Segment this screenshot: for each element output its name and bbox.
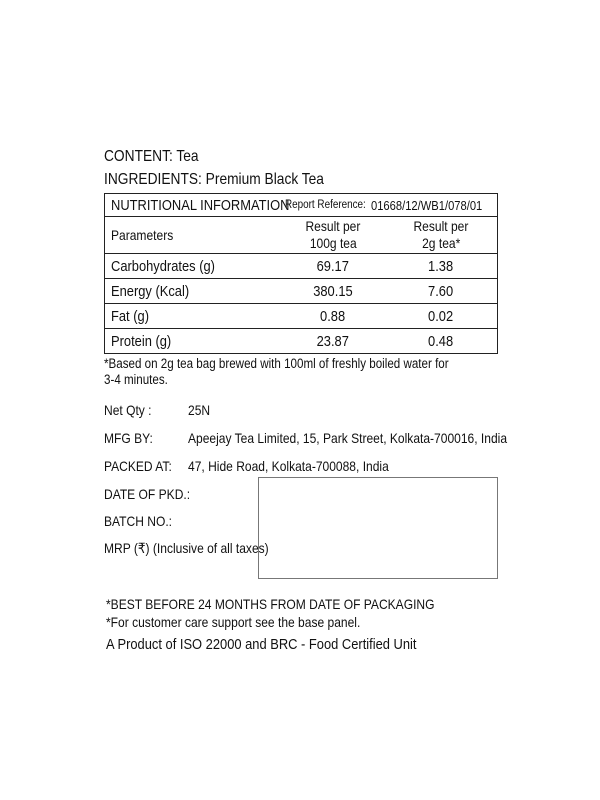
footnote-line1: *Based on 2g tea bag brewed with 100ml of freshly boiled water for <box>104 356 449 371</box>
customer-care-note <box>106 614 402 630</box>
row-per2g-text: 7.60 <box>428 282 454 300</box>
row-per100 <box>281 279 385 304</box>
nutrition-header-cell <box>105 194 498 217</box>
parameters-label: Parameters <box>111 226 174 243</box>
table-row <box>105 304 498 329</box>
row-name <box>105 254 282 279</box>
ingredients-line <box>104 171 360 189</box>
nutrition-footnote <box>104 356 505 388</box>
content-text: CONTENT: Tea <box>104 148 199 165</box>
column-header-per100g <box>281 217 385 254</box>
ingredients-text: INGREDIENTS: Premium Black Tea <box>104 171 324 188</box>
nutrition-header-row <box>105 194 498 217</box>
content-line <box>104 148 214 166</box>
row-per100-text: 380.15 <box>313 282 353 300</box>
row-name-text: Protein (g) <box>111 332 172 350</box>
per2g-line2: 2g tea* <box>421 235 461 251</box>
row-per2g <box>385 304 498 329</box>
table-row <box>105 254 498 279</box>
per2g-line1: Result per <box>413 218 469 234</box>
column-header-per2g <box>385 217 498 254</box>
row-per100-text: 0.88 <box>320 307 346 325</box>
iso-certification-note <box>106 636 467 653</box>
row-per2g-text: 0.02 <box>428 307 454 325</box>
nutrition-title: NUTRITIONAL INFORMATION <box>111 196 290 214</box>
row-name <box>105 279 282 304</box>
mfg-by-value: Apeejay Tea Limited, 15, Park Street, Kolkata-700016, India <box>188 430 508 446</box>
row-name <box>105 329 282 354</box>
column-header-parameters <box>105 217 282 254</box>
packed-at-value: 47, Hide Road, Kolkata-700088, India <box>188 458 389 474</box>
footnote-line2: 3-4 minutes. <box>104 372 168 387</box>
row-per100 <box>281 329 385 354</box>
table-row <box>105 279 498 304</box>
row-per100-text: 69.17 <box>316 257 350 275</box>
row-name-text: Fat (g) <box>111 307 150 325</box>
row-name-text: Energy (Kcal) <box>111 282 190 300</box>
row-per100 <box>281 254 385 279</box>
date-of-pkd-label: DATE OF PKD.: <box>104 486 191 502</box>
per100-line1: Result per <box>305 218 361 234</box>
iso-text: A Product of ISO 22000 and BRC - Food Certified Unit <box>106 636 417 653</box>
best-before-note <box>106 596 488 612</box>
net-qty-label: Net Qty : <box>104 402 152 418</box>
table-row <box>105 329 498 354</box>
mfg-by-label: MFG BY: <box>104 430 153 446</box>
row-per2g <box>385 254 498 279</box>
row-per100 <box>281 304 385 329</box>
batch-no-row <box>104 513 183 529</box>
row-name <box>105 304 282 329</box>
date-of-pkd-row <box>104 486 204 502</box>
print-area-box <box>258 477 498 579</box>
row-per2g-text: 1.38 <box>428 257 454 275</box>
row-per100-text: 23.87 <box>316 332 350 350</box>
nutrition-table <box>104 193 498 354</box>
nutrition-column-headers <box>105 217 498 254</box>
row-name-text: Carbohydrates (g) <box>111 257 215 275</box>
report-reference-label: Report Reference: <box>284 198 366 211</box>
batch-no-label: BATCH NO.: <box>104 513 173 529</box>
mrp-label: MRP (₹) (Inclusive of all taxes) <box>104 540 269 556</box>
packed-at-label: PACKED AT: <box>104 458 172 474</box>
row-per2g <box>385 329 498 354</box>
net-qty-value: 25N <box>188 402 211 418</box>
row-per2g <box>385 279 498 304</box>
customer-care-text: *For customer care support see the base panel. <box>106 614 361 630</box>
per100-line2: 100g tea <box>309 235 357 251</box>
best-before-text: *BEST BEFORE 24 MONTHS FROM DATE OF PACKAGING <box>106 596 435 612</box>
row-per2g-text: 0.48 <box>428 332 454 350</box>
report-reference-value: 01668/12/WB1/078/01 <box>370 197 482 213</box>
